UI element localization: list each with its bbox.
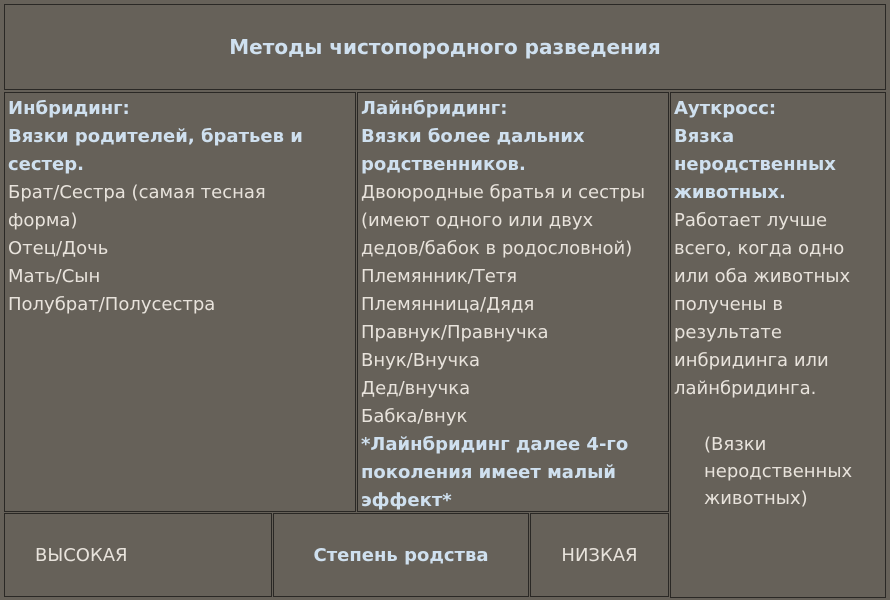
heading-line: животных. xyxy=(674,182,786,203)
list-item: Дед/внучка xyxy=(361,378,471,399)
bracket-line: животных) xyxy=(704,488,808,509)
list-item: лайнбридинга. xyxy=(674,378,817,399)
bracket-line: (Вязки xyxy=(704,434,767,455)
inbreeding-list xyxy=(8,179,355,319)
list-item: получены в xyxy=(674,294,783,315)
note-line: поколения имеет малый xyxy=(361,462,617,483)
heading-line: Ауткросс: xyxy=(674,98,777,119)
outcross-list xyxy=(674,207,885,403)
heading-line: Вязка xyxy=(674,126,735,147)
list-item: Племянник/Тетя xyxy=(361,266,518,287)
list-item: (имеют одного или двух xyxy=(361,210,594,231)
table-title: Методы чистопородного разведения xyxy=(4,4,886,90)
outcross-bracket-note xyxy=(674,431,885,512)
heading-line: сестер. xyxy=(8,154,84,175)
list-item: Внук/Внучка xyxy=(361,350,481,371)
inbreeding-column xyxy=(4,92,356,512)
heading-line: Вязки родителей, братьев и xyxy=(8,126,303,147)
linebreeding-heading xyxy=(361,95,668,179)
note-line: эффект* xyxy=(361,490,452,511)
high-degree-label: ВЫСОКАЯ xyxy=(4,513,272,597)
list-item: Мать/Сын xyxy=(8,266,101,287)
list-item: форма) xyxy=(8,210,78,231)
heading-line: неродственных xyxy=(674,154,836,175)
bracket-line: неродственных xyxy=(704,461,853,482)
linebreeding-column xyxy=(357,92,669,512)
list-item: Брат/Сестра (самая тесная xyxy=(8,182,266,203)
heading-line: Инбридинг: xyxy=(8,98,130,119)
list-item: инбридинга или xyxy=(674,350,829,371)
list-item: Племянница/Дядя xyxy=(361,294,535,315)
list-item: Бабка/внук xyxy=(361,406,468,427)
kinship-degree-label: Степень родства xyxy=(273,513,529,597)
list-item: дедов/бабок в родословной) xyxy=(361,238,633,259)
heading-line: родственников. xyxy=(361,154,526,175)
outcross-heading xyxy=(674,95,885,207)
linebreeding-note xyxy=(361,431,668,515)
list-item: Полубрат/Полусестра xyxy=(8,294,216,315)
list-item: всего, когда одно xyxy=(674,238,845,259)
outcross-column xyxy=(670,92,886,598)
list-item: или оба животных xyxy=(674,266,851,287)
linebreeding-list xyxy=(361,179,668,431)
heading-line: Вязки более дальних xyxy=(361,126,585,147)
list-item: результате xyxy=(674,322,782,343)
list-item: Правнук/Правнучка xyxy=(361,322,549,343)
list-item: Отец/Дочь xyxy=(8,238,109,259)
list-item: Работает лучше xyxy=(674,210,828,231)
list-item: Двоюродные братья и сестры xyxy=(361,182,646,203)
heading-line: Лайнбридинг: xyxy=(361,98,508,119)
inbreeding-heading xyxy=(8,95,355,179)
note-line: *Лайнбридинг далее 4-го xyxy=(361,434,629,455)
low-degree-label: НИЗКАЯ xyxy=(530,513,669,597)
